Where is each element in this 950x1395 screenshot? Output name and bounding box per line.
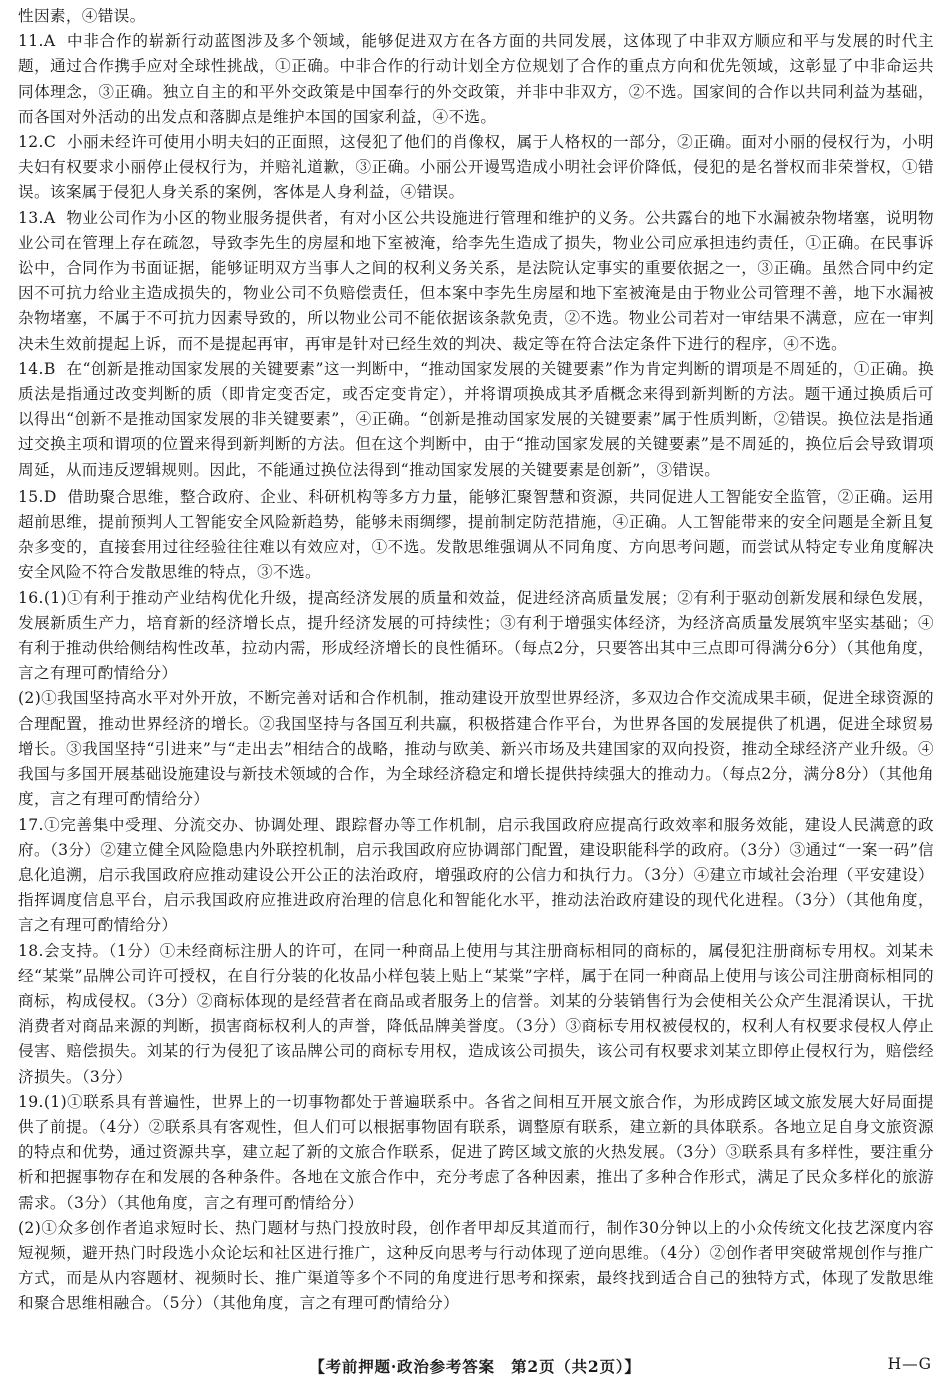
item-number: 19. [18, 1092, 44, 1111]
answer-item-16 [18, 586, 934, 687]
item-number: 16. [18, 588, 44, 607]
item-answer: B [43, 359, 56, 378]
item-text: 借助聚合思维，整合政府、企业、科研机构等多方力量，能够汇聚智慧和资源，共同促进人工智能安全监管，②正确。运用超前思维，提前预判人工智能安全风险新趋势，能够未雨绸缪，提前制定防范措施，④正确。人工智能带来的安全问题是全新且复杂多变的，直接套用过往经验往往难以有效应对，①不选。发散思维强调从不同角度、方向思考问题，而尝试从特定专业角度解决安全风险不符合发散思维的特点，③不选。 [18, 487, 934, 582]
item-paragraph: (1)①联系具有普遍性，世界上的一切事物都处于普遍联系中。各省之间相互开展文旅合作，为形成跨区域文旅发展大好局面提供了前提。（4分）②联系具有客观性，但人们可以根据事物固有联系，调整原有联系，建立新的具体联系。各地立足自身文旅资源的特点和优势，通过资源共享，建立起了新的文旅合作联系，促进了跨区域文旅的火热发展。（3分）③联系具有多样性，要注重分析和把握事物存在和发展的各种条件。各地在文旅合作中，充分考虑了各种因素，推出了多种合作形式，满足了民众多样化的旅游需求。（3分）（其他角度，言之有理可酌情给分） [18, 1092, 934, 1212]
item-number: 17. [18, 815, 44, 834]
answer-item-11 [18, 29, 934, 130]
item-paragraph: ①完善集中受理、分流交办、协调处理、跟踪督办等工作机制，启示我国政府应提高行政效率和服务效能，建设人民满意的政府。（3分）②建立健全风险隐患内外联控机制，启示我国政府应协调部门配置，建设职能科学的政府。（3分）③通过“一案一码”信息化追溯，启示我国政府应推动建设公开公正的法治政府，增强政府的公信力和执行力。（3分）④建立市域社会治理（平安建设）指挥调度信息平台，启示我国政府应推进政府治理的信息化和智能化水平，推动法治政府建设的现代化进程。（3分）（其他角度，言之有理可酌情给分） [18, 815, 934, 935]
item-paragraph: 会支持。（1分）①未经商标注册人的许可，在同一种商品上使用与其注册商标相同的商标的，属侵犯注册商标专用权。刘某未经“某棠”品牌公司许可授权，在自行分装的化妆品小样包装上贴上“某棠”字样，属于在同一种商品上使用与该公司注册商标相同的商标，构成侵权。（3分）②商标体现的是经营者在商品或者服务上的信誉。刘某的分装销售行为会使相关公众产生混淆误认，干扰消费者对商品来源的判断，损害商标权利人的声誉，降低品牌美誉度。（3分）③商标专用权被侵权的，权利人有权要求侵权人停止侵害、赔偿损失。刘某的行为侵犯了该品牌公司的商标专用权，造成该公司损失，该公司有权要求刘某立即停止侵权行为，赔偿经济损失。（3分） [18, 941, 934, 1086]
item-answer: D [43, 487, 57, 506]
item-number: 11. [18, 32, 44, 51]
lead-text: 性因素，④错误。 [18, 7, 146, 25]
item-number: 12. [18, 133, 44, 152]
item-paragraph: (1)①有利于推动产业结构优化升级，提高经济发展的质量和效益，促进经济高质量发展；②有利于驱动创新发展和绿色发展，发展新质生产力，培育新的经济增长点，提升经济发展的可持续性；③有利于增强实体经济，为经济高质量发展筑牢坚实基础；④有利于推动供给侧结构性改革，拉动内需，形成经济增长的良性循环。（每点2分，只要答出其中三点即可得满分6分）（其他角度，言之有理可酌情给分） [18, 588, 934, 683]
answer-item-14 [18, 357, 934, 483]
item-text: 物业公司作为小区的物业服务提供者，有对小区公共设施进行管理和维护的义务。公共露台的地下水漏被杂物堵塞，说明物业公司在管理上存在疏忽，导致李先生的房屋和地下室被淹，给李先生造成了损失，物业公司应承担违约责任，①正确。在民事诉讼中，合同作为书面证据，能够证明双方当事人之间的权利义务关系，是法院认定事实的重要依据之一，③正确。虽然合同中约定因不可抗力给业主造成损失的，物业公司不负赔偿责任，但本案中李先生房屋和地下室被淹是由于物业公司管理不善，地下水漏被杂物堵塞，不属于不可抗力因素导致的，所以物业公司不能依据该条款免责，②不选。物业公司若对一审结果不满意，应在一审判决未生效前提起上诉，而不是提起再审，再审是针对已经生效的判决、裁定等在符合法定条件下进行的程序，④不选。 [18, 208, 934, 353]
answer-item-13 [18, 206, 934, 357]
item-text: 中非合作的崭新行动蓝图涉及多个领域，能够促进双方在各方面的共同发展，这体现了中非双方顺应和平与发展的时代主题，通过合作携手应对全球性挑战，①正确。中非合作的行动计划全方位规划了合作的重点方向和优先领域，这彰显了中非命运共同体理念，③正确。独立自主的和平外交政策是中国奉行的外交政策，并非中非双方，②不选。国家间的合作以共同利益为基础，而各国对外活动的出发点和落脚点是维护本国的国家利益，④不选。 [18, 32, 934, 126]
answer-item-19 [18, 1090, 934, 1216]
item-number: 13. [18, 208, 44, 227]
item-number: 18. [18, 941, 44, 960]
item-text: 在“创新是推动国家发展的关键要素”这一判断中，“推动国家发展的关键要素”作为肯定判断的谓项是不周延的，①正确。换质法是指通过改变判断的质（即肯定变否定，或否定变肯定），并将谓项换成其矛盾概念来得到新判断的方法。题干通过换质后可以得出“创新不是推动国家发展的非关键要素”，④正确。“创新是推动国家发展的关键要素”属于性质判断，②错误。换位法是指通过交换主项和谓项的位置来得到新判断的方法。但在这个判断中，由于“推动国家发展的关键要素”是不周延的，换位后会导致谓项周延，从而违反逻辑规则。因此，不能通过换位法得到“推动国家发展的关键要素是创新”，③错误。 [18, 359, 934, 479]
item-answer: A [43, 32, 56, 51]
item-number: 15. [18, 487, 44, 506]
footer-title: 【考前押题·政治参考答案 第2页（共2页）】 [309, 1357, 641, 1376]
answer-item-15 [18, 485, 934, 586]
page-footer [0, 1352, 950, 1382]
footer-code: H—G [887, 1355, 932, 1373]
answer-item-12 [18, 130, 934, 206]
answer-item-18 [18, 939, 934, 1090]
answer-item-17 [18, 813, 934, 939]
item-number: 14. [18, 359, 44, 378]
answer-sheet-page [18, 4, 934, 1317]
item-paragraph: (2)①我国坚持高水平对外开放，不断完善对话和合作机制，推动建设开放型世界经济，多双边合作交流成果丰硕，促进全球资源的合理配置，推动世界经济的增长。②我国坚持与各国互利共赢，积极搭建合作平台，为世界各国的发展提供了机遇，促进全球贸易增长。③我国坚持“引进来”与“走出去”相结合的战略，推动与欧美、新兴市场及共建国家的双向投资，推动全球经济产业升级。④我国与多国开展基础设施建设与新技术领域的合作，为全球经济稳定和增长提供持续强大的推动力。（每点2分，满分8分）（其他角度，言之有理可酌情给分） [18, 689, 934, 809]
item-answer: A [43, 208, 56, 227]
item-text: 小丽未经许可使用小明夫妇的正面照，这侵犯了他们的肖像权，属于人格权的一部分，②正确。面对小丽的侵权行为，小明夫妇有权要求小丽停止侵权行为，并赔礼道歉，③正确。小丽公开谩骂造成小明社会评价降低，侵犯的是名誉权而非荣誉权，①错误。该案属于侵犯人身关系的案例，客体是人身利益，④错误。 [18, 133, 934, 202]
item-answer: C [43, 133, 57, 152]
item-paragraph: (2)①众多创作者追求短时长、热门题材与热门投放时段，创作者甲却反其道而行，制作30分钟以上的小众传统文化技艺深度内容短视频，避开热门时段选小众论坛和社区进行推广，这种反向思考与行动体现了逆向思维。（4分）②创作者甲突破常规创作与推广方式，而是从内容题材、视频时长、推广渠道等多个不同的角度进行思考和探索，最终找到适合自己的独特方式，体现了发散思维和聚合思维相融合。（5分）（其他角度，言之有理可酌情给分） [18, 1218, 934, 1313]
